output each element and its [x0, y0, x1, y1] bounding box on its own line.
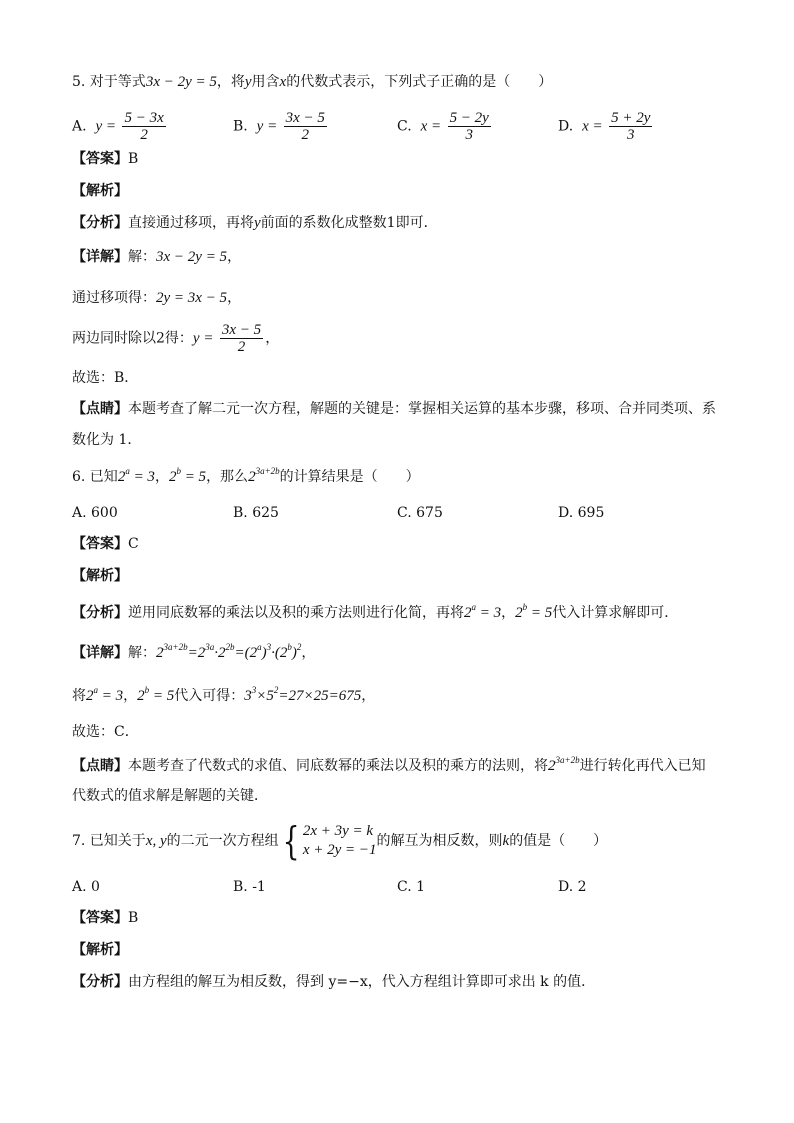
q6-analysis-heading: 【解析】 [72, 568, 128, 584]
q7-option-b: B. -1 [233, 879, 266, 895]
q5-choose: 故选：B． [72, 370, 139, 386]
q7-answer: 【答案】B [72, 910, 139, 926]
q7-analysis-heading: 【解析】 [72, 942, 128, 958]
q7-option-c: C. 1 [397, 879, 426, 895]
q5-detail: 【详解】解：3x − 2y = 5， [72, 249, 242, 265]
q6-option-d: D. 695 [558, 505, 605, 521]
q5-comment-line-2: 数化为 1． [72, 432, 142, 448]
q5-comment-line-1: 【点睛】本题考查了解二元一次方程，解题的关键是：掌握相关运算的基本步骤，移项、合并同类项、系 [72, 401, 716, 417]
q7-stem: 7. 已知关于x, y的二元一次方程组{ 2x + 3y = k x + 2y = −1 的解互为相反数，则k的值是（ ） [72, 819, 608, 863]
q5-answer: 【答案】B [72, 151, 139, 167]
q5-analysis-heading: 【解析】 [72, 183, 128, 199]
q6-option-a: A. 600 [72, 505, 118, 521]
q5-option-a: A. y = $\frac{5 - 3x}{2}$ [72, 110, 164, 143]
q5-stem: 5. 对于等式3x − 2y = 5，将y用含x的代数式表示，下列式子正确的是（ ） [72, 74, 553, 90]
q6-substitute: 将$2^a = 3$，$2^b = 5$代入可得：$3^3\times 5^2=27\times 25=675$， [72, 685, 376, 704]
q6-option-b: B. 625 [233, 505, 279, 521]
equation-system: 2x + 3y = k x + 2y = −1 [302, 823, 377, 858]
q6-comment-line-1: 【点睛】本题考查了代数式的求值、同底数幂的乘法以及积的乘方的法则，将$2^{3a+2b}$进行转化再代入已知 [72, 755, 706, 774]
q5-option-b: B. y = $\frac{3x - 5}{2}$ [233, 110, 325, 143]
q7-fenxi: 【分析】由方程组的解互为相反数，得到 y=−x，代入方程组计算即可求出 k 的值． [72, 974, 596, 990]
q7-option-d: D. 2 [558, 879, 587, 895]
q6-answer: 【答案】C [72, 536, 139, 552]
q5-option-c: C. x = $\frac{5 - 2y}{3}$ [397, 110, 489, 143]
q5-option-d: D. x = $\frac{5 + 2y}{3}$ [558, 110, 651, 143]
q6-stem: 6. 已知$2^a = 3$，$2^b = 5$，那么$2^{3a+2b}$的计算结果是（ ） [72, 466, 420, 485]
q5-fenxi: 【分析】直接通过移项，再将y前面的系数化成整数1即可． [72, 215, 438, 231]
left-brace-icon: { [282, 819, 300, 863]
q7-option-a: A. 0 [72, 879, 100, 895]
q6-option-c: C. 675 [397, 505, 443, 521]
q6-fenxi: 【分析】逆用同底数幂的乘法以及积的乘方法则进行化简，再将$2^a = 3$，$2^b = 5$代入计算求解即可． [72, 602, 679, 621]
q6-comment-line-2: 代数式的值求解是解题的关键． [72, 788, 268, 804]
q6-detail: 【详解】解：$2^{3a+2b}=2^{3a}\cdot 2^{2b}=(2^a)^3\cdot(2^b)^2$， [72, 642, 316, 661]
q6-choose: 故选：C． [72, 724, 139, 740]
q5-step-1: 通过移项得：2y = 3x − 5， [72, 290, 242, 306]
q5-step-2: 两边同时除以2得：y = $\frac{3x - 5}{2}$ ， [72, 322, 280, 355]
